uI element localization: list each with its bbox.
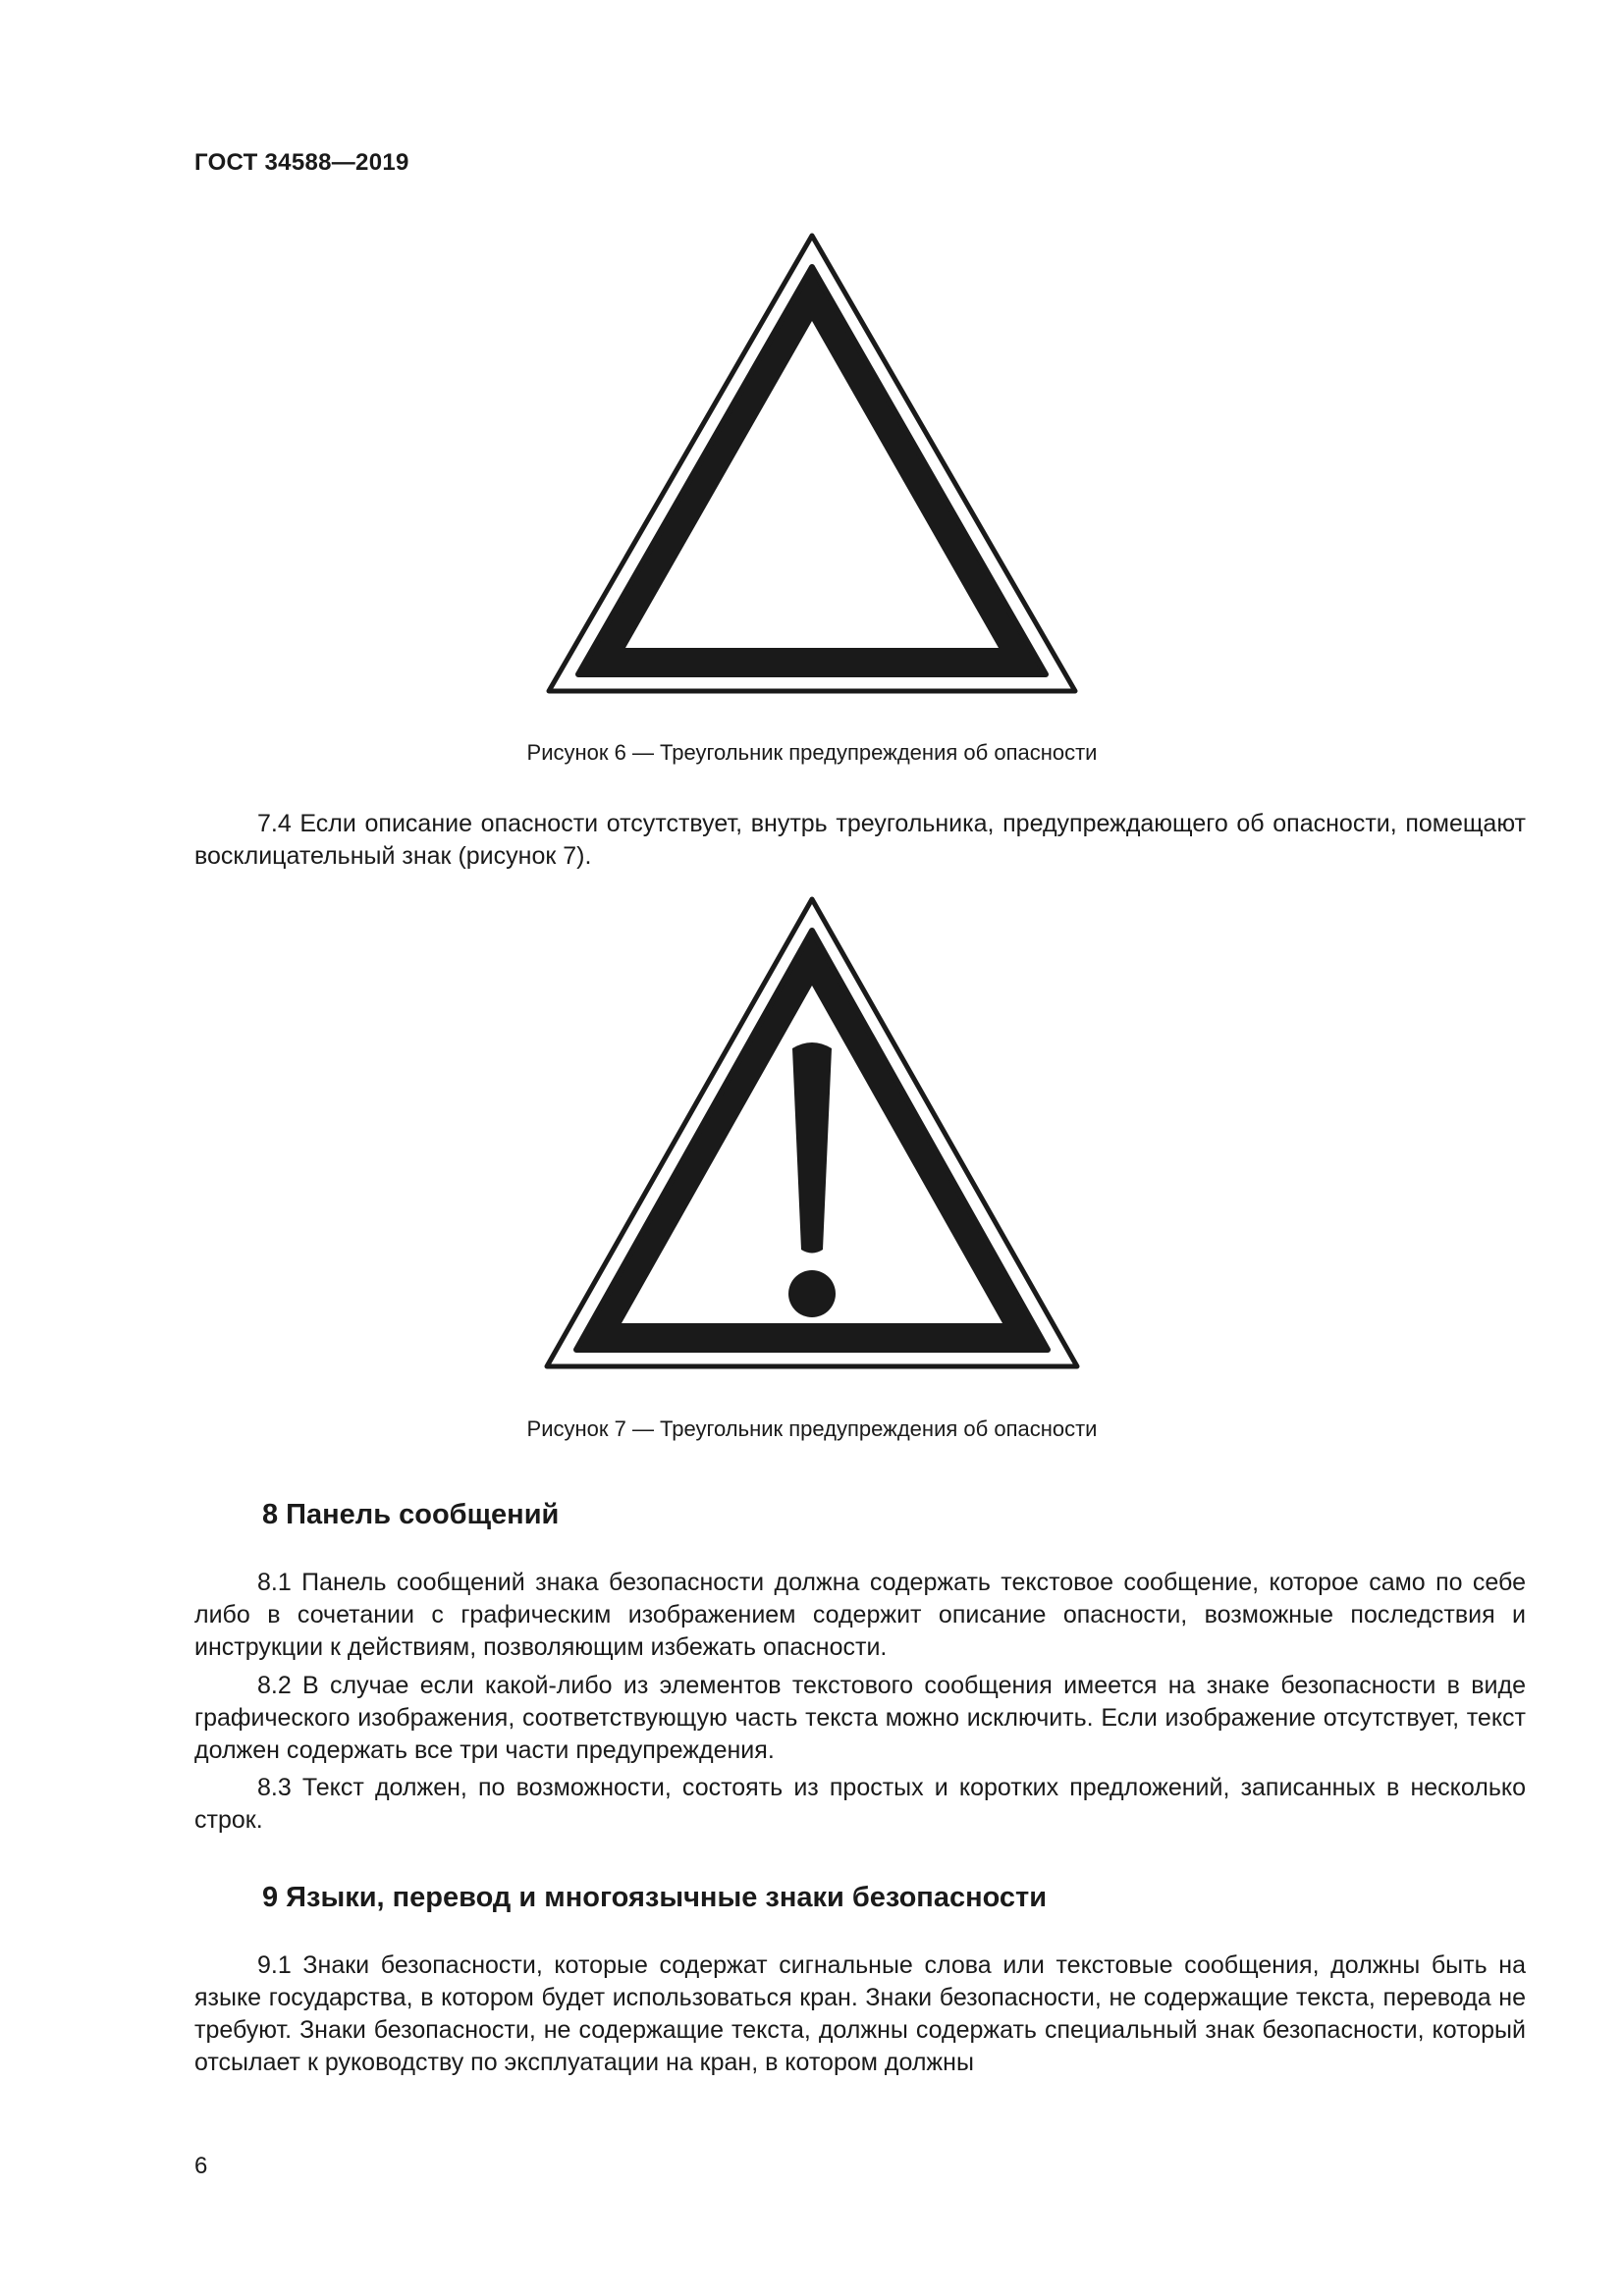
- section-9-heading: 9 Языки, перевод и многоязычные знаки безопасности: [262, 1882, 1048, 1913]
- paragraph-7-4: 7.4 Если описание опасности отсутствует, внутрь треугольника, предупреждающего об опасности, помещают восклицательный знак (рисунок 7).: [194, 810, 1526, 870]
- figure-7: [0, 891, 1624, 1382]
- page-number: 6: [194, 2153, 208, 2179]
- paragraph-8-3: 8.3 Текст должен, по возможности, состоять из простых и коротких предложений, записанных в несколько строк.: [194, 1774, 1526, 1834]
- warning-triangle-icon: [537, 228, 1087, 709]
- section-8-heading: 8 Панель сообщений: [262, 1499, 560, 1530]
- figure-6: [0, 228, 1624, 709]
- paragraph-8-1: 8.1 Панель сообщений знака безопасности должна содержать текстовое сообщение, которое само по себе либо в сочетании с графическим изображением содержит описание опасности, возможные последствия и инструкции к действиям, позволяющим избежать опасности.: [194, 1569, 1526, 1661]
- figure-6-caption: Рисунок 6 — Треугольник предупреждения об опасности: [526, 740, 1098, 765]
- paragraph-8-2: 8.2 В случае если какой-либо из элементов текстового сообщения имеется на знаке безопасности в виде графического изображения, соответствующую часть текста можно исключить. Если изображение отсутствует, текст должен содержать все три части предупреждения.: [194, 1672, 1526, 1764]
- figure-7-caption: Рисунок 7 — Треугольник предупреждения об опасности: [526, 1416, 1098, 1441]
- document-code: ГОСТ 34588—2019: [194, 149, 409, 176]
- paragraph-9-1: 9.1 Знаки безопасности, которые содержат сигнальные слова или текстовые сообщения, должны быть на языке государства, в котором будет использоваться кран. Знаки безопасности, не содержащие текста, перевода не требуют. Знаки безопасности, не содержащие текста, должны содержать специальный знак безопасности, который отсылает к руководству по эксплуатации на кран, в котором должны: [194, 1951, 1526, 2076]
- warning-triangle-exclamation-icon: [537, 891, 1087, 1382]
